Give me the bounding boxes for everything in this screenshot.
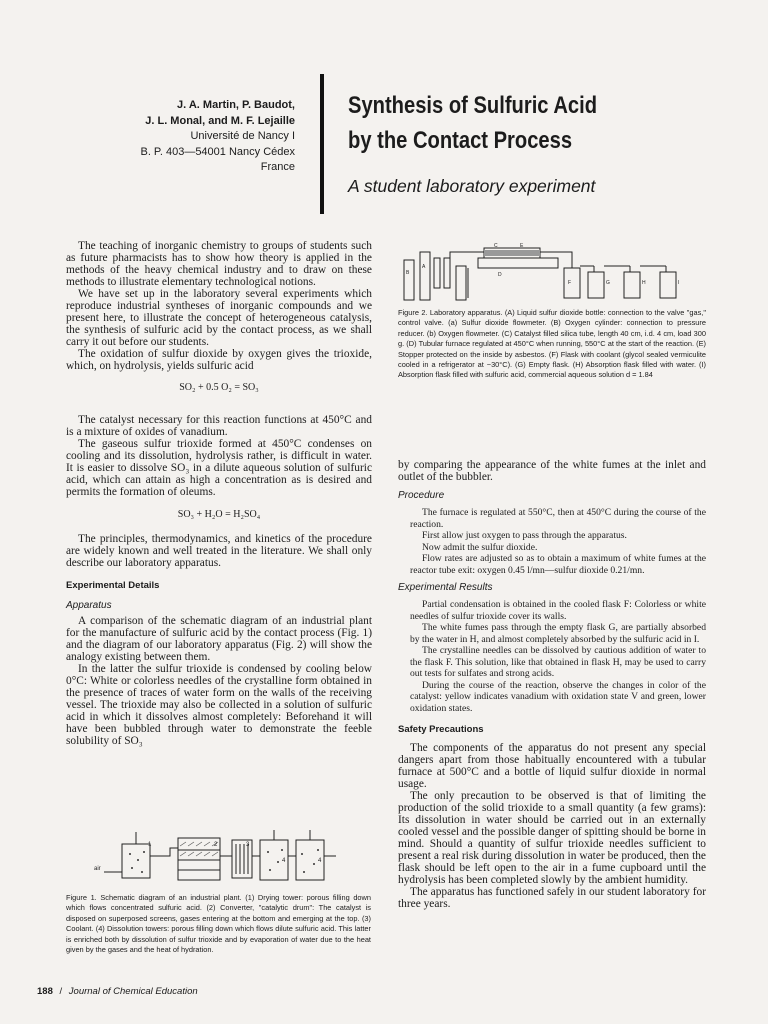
section-heading: Safety Precautions <box>398 724 484 735</box>
svg-text:G: G <box>606 280 610 286</box>
svg-text:1: 1 <box>148 842 152 848</box>
paragraph: The gaseous sulfur trioxide formed at 450°C condenses on cooling and its dissolution, hydrolysis rather, is difficult in water. It is easier to dissolve SO₃ in a dilute aqueous solution of sulfuric acid, which can attain as high a concentration as is desired and permits the formation of oleums. <box>66 438 372 498</box>
svg-text:E: E <box>520 243 524 249</box>
page-footer <box>37 986 198 997</box>
article-subtitle: A student laboratory experiment <box>348 176 596 196</box>
section-heading: Experimental Details <box>66 580 160 591</box>
svg-text:F: F <box>568 280 572 286</box>
svg-text:4: 4 <box>318 858 322 864</box>
result-item: The crystalline needles can be dissolved by cautious addition of water to the flask F. This solution, like that obtained in flask H, may be used to carry out tests for sulfates and strong acids. <box>410 645 706 679</box>
svg-text:H: H <box>642 280 646 286</box>
result-item: The white fumes pass through the empty flask G, are partially absorbed by the water in H, and almost completely absorbed by the sulfuric acid in I. <box>410 622 706 645</box>
paragraph: The only precaution to be observed is that of limiting the production of the solid trioxide to a small quantity (a few grams): Its dissolution in water should be carried out in an externally cooled vessel and the possible danger of spitting should be borne in mind. Should a quantity of sulfur trioxide needles sufficient to present a real risk during dissolution in water be produced, then the flask should be left open to the air in a fume cupboard until the hydrolysis has been completed slowly by the ambient humidity. <box>398 790 706 886</box>
footer-separator: / <box>59 986 63 997</box>
paragraph: The apparatus has functioned safely in our student laboratory for three years. <box>398 886 706 910</box>
journal-name: Journal of Chemical Education <box>68 986 198 997</box>
subsection-heading: Experimental Results <box>398 582 493 593</box>
procedure-step: The furnace is regulated at 550°C, then at 450°C during the course of the reaction. <box>410 507 706 530</box>
affiliation-2: B. P. 403—54001 Nancy Cédex <box>140 145 295 158</box>
figure-2-caption: Figure 2. Laboratory apparatus. (A) Liquid sulfur dioxide bottle: connection to the valve "gas," control valve. (a) Sulfur dioxide flowmeter. (B) Oxygen cylinder: connection to pressure reducer. (b) Oxygen flowmeter. (C) Catalyst filled silica tube, length 40 cm, i.d. 4 cm, load 300 g. (D) Tubular furnace regulated at 450°C when running, 550°C at the start of the reaction. (E) Stopper protected on the inside by asbestos. (F) Flask with coolant (glycol sealed vermiculite cooled in a refrigerator at −30°C). (G) Empty flask. (H) Absorption flask filled with water. (I) Absorption flask filled with sulfuric acid, commercial aqueous solution d = 1.84 <box>398 308 706 380</box>
article-title <box>348 88 684 158</box>
equation-2: SO₃ + H₂O = H₂SO₄ <box>177 509 261 520</box>
svg-text:C: C <box>494 243 498 249</box>
paragraph: The principles, thermodynamics, and kinetics of the procedure are widely known and well treated in the literature. We shall only describe our laboratory apparatus. <box>66 533 372 569</box>
subsection-heading: Procedure <box>398 490 445 501</box>
affiliation-3: France <box>260 161 295 173</box>
svg-text:D: D <box>498 272 502 278</box>
figure-1-caption: Figure 1. Schematic diagram of an industrial plant. (1) Drying tower: porous filling down which flows concentrated sulfuric acid. (2) Converter, "catalytic drum": The catalyst is disposed on superposed screens, gases entering at the bottom and emerging at the top. (3) Coolant. (4) Dissolution towers: porous filling down which flows dilute sulfuric acid. This latter is enriched both by dissolution of sulfur trioxide and by evaporation of water due to the heat given by the gases and the heat of hydration. <box>66 893 371 955</box>
subsection-heading: Apparatus <box>66 600 112 611</box>
result-item: During the course of the reaction, observe the changes in color of the catalyst: yellow indicates vanadium with oxidation state V and green, lower oxidation states. <box>410 679 706 714</box>
results-list <box>398 599 706 714</box>
paragraph: We have set up in the laboratory several experiments which reproduce industrial syntheses of inorganic compounds and we present here, to illustrate the concept of heterogeneous catalysis, the synthesis of sulfuric acid by the contact process, as we shall carry it out before our students. <box>66 288 372 348</box>
procedure-list <box>398 507 706 576</box>
author-block <box>118 98 295 176</box>
svg-text:2: 2 <box>214 842 218 848</box>
svg-text:I: I <box>678 280 680 286</box>
svg-text:3: 3 <box>246 842 250 848</box>
header-rule <box>320 74 324 214</box>
left-column-top <box>66 240 372 747</box>
paragraph: by comparing the appearance of the white fumes at the inlet and outlet of the bubbler. <box>398 459 706 483</box>
affiliation-1: Université de Nancy I <box>190 130 295 142</box>
procedure-step: Now admit the sulfur dioxide. <box>422 541 538 553</box>
paragraph: The teaching of inorganic chemistry to groups of students such as future pharmacists has to show how theory is applied in the methods of the heavy chemical industry and to draw on these methods to illustrate elementary technological notions. <box>66 240 372 288</box>
svg-text:4: 4 <box>282 858 286 864</box>
page-number: 188 <box>37 986 53 997</box>
procedure-step: First allow just oxygen to pass through the apparatus. <box>422 530 627 541</box>
title-line-2: by the Contact Process <box>348 127 573 154</box>
equation-1: SO₂ + 0.5 O₂ = SO₃ <box>179 382 259 393</box>
result-item: Partial condensation is obtained in the cooled flask F: Colorless or white needles of sulfur trioxide cover its walls. <box>410 599 706 622</box>
paragraph: The components of the apparatus do not present any special dangers apart from those habitually encountered with a tubular furnace at 500°C and a bottle of liquid sulfur dioxide in normal usage. <box>398 742 706 790</box>
paragraph: The oxidation of sulfur dioxide by oxygen gives the trioxide, which, on hydrolysis, yields sulfuric acid <box>66 348 372 372</box>
svg-text:A: A <box>422 264 426 270</box>
figure-2-diagram <box>398 238 708 304</box>
fig1-air-label: air <box>94 866 101 872</box>
paragraph: A comparison of the schematic diagram of an industrial plant for the manufacture of sulfuric acid by the contact process (Fig. 1) and the diagram of our laboratory apparatus (Fig. 2) will show the analogy existing between them. <box>66 615 372 663</box>
title-line-1: Synthesis of Sulfuric Acid <box>348 92 598 119</box>
svg-text:B: B <box>406 270 410 276</box>
paragraph: In the latter the sulfur trioxide is condensed by cooling below 0°C: White or colorless needles of the crystalline form obtained in the presence of traces of water form on the walls of the receiving vessel. The trioxide may also be collected in a solution of sulfuric acid in which it dissolves almost completely: Beforehand it will have been bubbled through water to demonstrate the feeble solubility of SO₃ <box>66 663 372 747</box>
right-column <box>398 459 706 910</box>
figure-1-diagram <box>90 826 360 888</box>
procedure-step: Flow rates are adjusted so as to obtain a maximum of white fumes at the reactor tube exit: oxygen 0.45 l/mn—sulfur dioxide 0.21/mn. <box>410 553 706 576</box>
author-names-2: J. L. Monal, and M. F. Lejaille <box>145 114 295 127</box>
author-names-1: J. A. Martin, P. Baudot, <box>177 99 295 111</box>
paragraph: The catalyst necessary for this reaction functions at 450°C and is a mixture of oxides of vanadium. <box>66 414 372 438</box>
